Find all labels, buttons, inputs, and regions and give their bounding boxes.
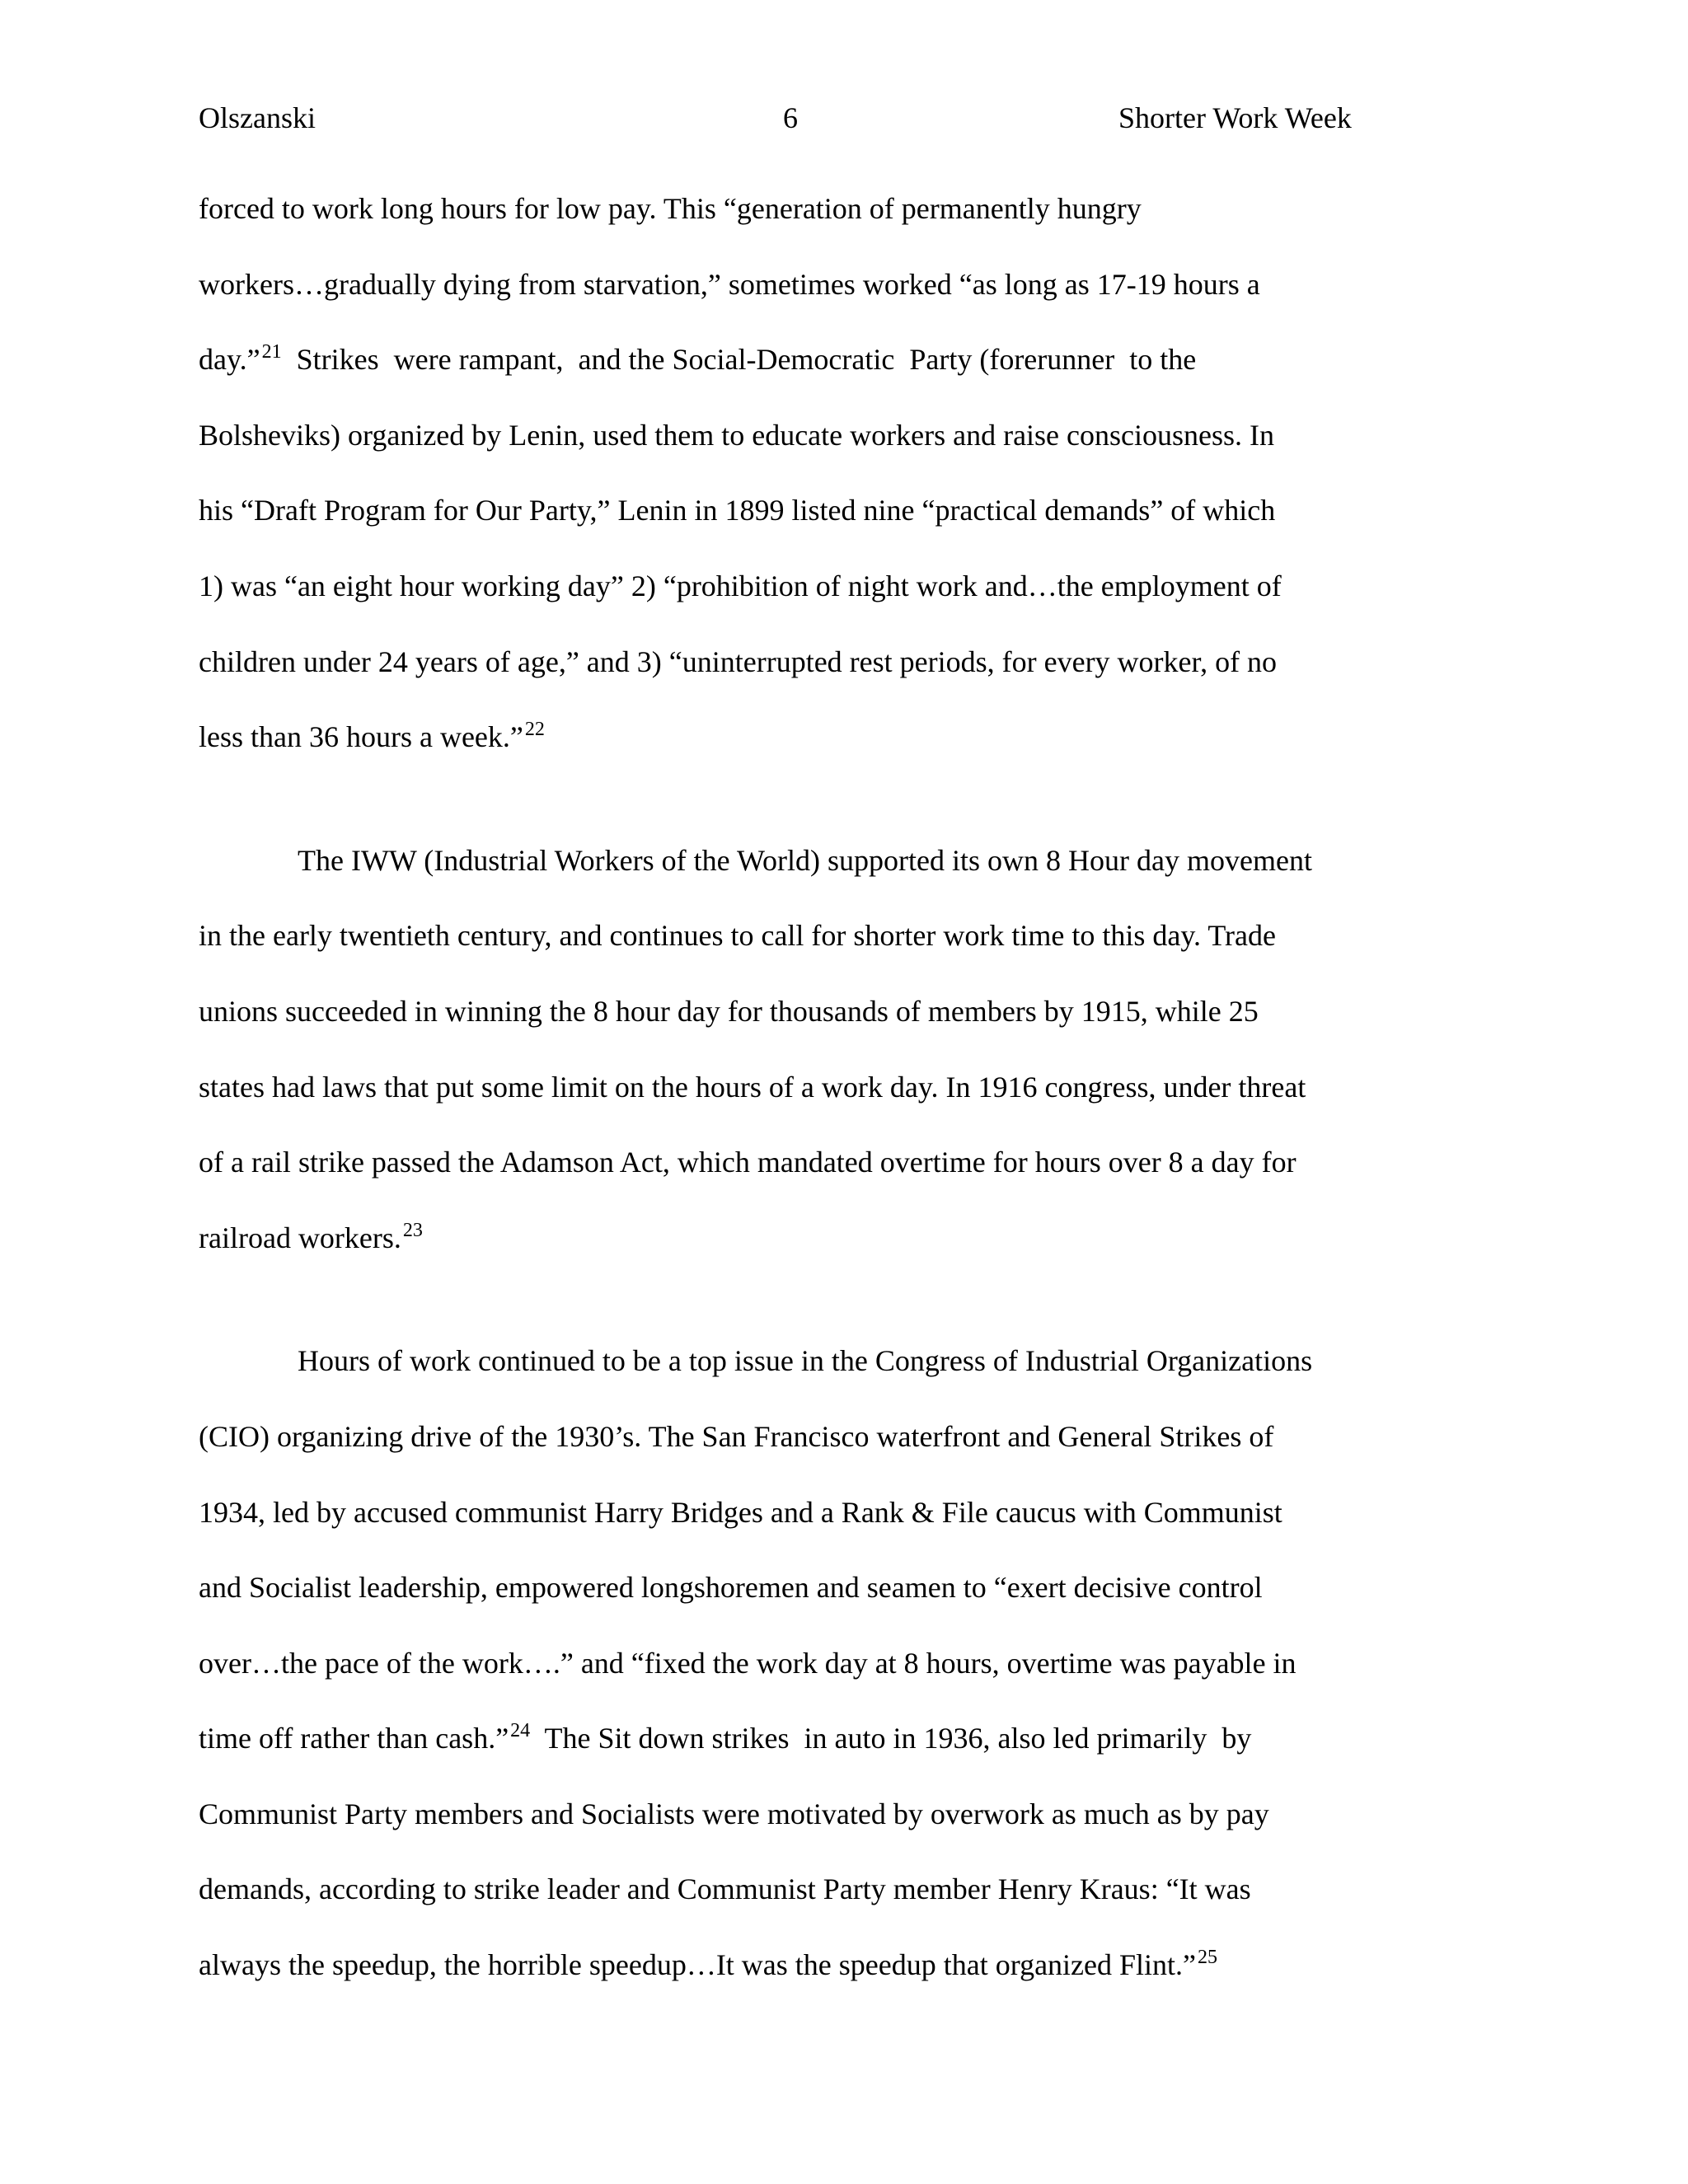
text-line	[199, 823, 1451, 899]
line-text: demands, according to strike leader and Communist Party member Henry Kraus: “It was	[199, 1872, 1251, 1906]
text-line	[199, 322, 1451, 398]
line-text-continued: The Sit down strikes in auto in 1936, also led primarily by	[530, 1722, 1252, 1755]
line-text: (CIO) organizing drive of the 1930’s. The San Francisco waterfront and General Strikes of	[199, 1419, 1274, 1453]
text-line	[199, 549, 1451, 625]
text-line	[199, 700, 1451, 776]
footnote-marker: 23	[402, 1219, 423, 1241]
text-line	[199, 171, 1451, 247]
text-line	[199, 974, 1451, 1050]
line-text: in the early twentieth century, and continues to call for shorter work time to this day. Trade	[199, 919, 1277, 953]
text-line	[199, 1324, 1451, 1399]
line-text: Hours of work continued to be a top issue in the Congress of Industrial Organizations	[298, 1344, 1313, 1378]
footnote-marker: 24	[510, 1720, 531, 1742]
line-text: children under 24 years of age,” and 3) “uninterrupted rest periods, for every worker, of no	[199, 644, 1278, 678]
text-line	[199, 473, 1451, 549]
header-short-title: Shorter Work Week	[1118, 101, 1352, 134]
footnote-marker: 22	[524, 719, 545, 741]
text-line	[199, 1399, 1451, 1475]
text-line	[199, 625, 1451, 701]
line-text: states had laws that put some limit on the hours of a work day. In 1916 congress, under threat	[199, 1070, 1306, 1104]
paragraph	[199, 823, 1451, 1277]
text-line	[199, 898, 1451, 974]
paragraph	[199, 171, 1451, 776]
text-line	[199, 1050, 1451, 1126]
footnote-marker: 25	[1198, 1947, 1218, 1969]
text-line	[199, 1475, 1451, 1551]
line-text: unions succeeded in winning the 8 hour day for thousands of members by 1915, while 25	[199, 994, 1259, 1028]
line-text: Bolsheviks) organized by Lenin, used them to educate workers and raise consciousness. In	[199, 418, 1274, 452]
text-line	[199, 1626, 1451, 1702]
line-text: forced to work long hours for low pay. This “generation of permanently hungry	[199, 192, 1142, 225]
line-text: of a rail strike passed the Adamson Act, which mandated overtime for hours over 8 a day for	[199, 1146, 1296, 1179]
line-text: over…the pace of the work….” and “fixed the work day at 8 hours, overtime was payable in	[199, 1646, 1296, 1680]
line-text: 1934, led by accused communist Harry Bridges and a Rank & File caucus with Communist	[199, 1495, 1282, 1529]
line-text: workers…gradually dying from starvation,” sometimes worked “as long as 17-19 hours a	[199, 267, 1260, 301]
line-text: and Socialist leadership, empowered longshoremen and seamen to “exert decisive control	[199, 1571, 1263, 1605]
line-text: less than 36 hours a week.”	[199, 720, 523, 754]
line-text: always the speedup, the horrible speedup…It was the speedup that organized Flint.”	[199, 1948, 1197, 1982]
header-author: Olszanski	[199, 101, 316, 134]
text-line	[199, 1201, 1451, 1277]
text-line	[199, 398, 1451, 474]
paragraph	[199, 1324, 1451, 2003]
text-line	[199, 1777, 1451, 1853]
text-line	[199, 1550, 1451, 1626]
footnote-marker: 21	[261, 341, 282, 363]
body-text	[199, 171, 1451, 2004]
text-line	[199, 1852, 1451, 1928]
line-text: The IWW (Industrial Workers of the World) supported its own 8 Hour day movement	[298, 843, 1312, 877]
line-text-continued: Strikes were rampant, and the Social-Democratic Party (forerunner to the	[281, 343, 1197, 377]
line-text: his “Draft Program for Our Party,” Lenin in 1899 listed nine “practical demands” of which	[199, 494, 1276, 527]
header-page-number: 6	[783, 101, 798, 134]
line-text: time off rather than cash.”	[199, 1722, 509, 1755]
text-line	[199, 1928, 1451, 2004]
text-line	[199, 1701, 1451, 1777]
line-text: railroad workers.	[199, 1221, 401, 1254]
line-text: 1) was “an eight hour working day” 2) “prohibition of night work and…the employment of	[199, 569, 1282, 602]
running-header	[0, 97, 1688, 138]
line-text: Communist Party members and Socialists were motivated by overwork as much as by pay	[199, 1797, 1269, 1830]
line-text: day.”	[199, 343, 260, 377]
text-line	[199, 1125, 1451, 1201]
text-line	[199, 247, 1451, 323]
